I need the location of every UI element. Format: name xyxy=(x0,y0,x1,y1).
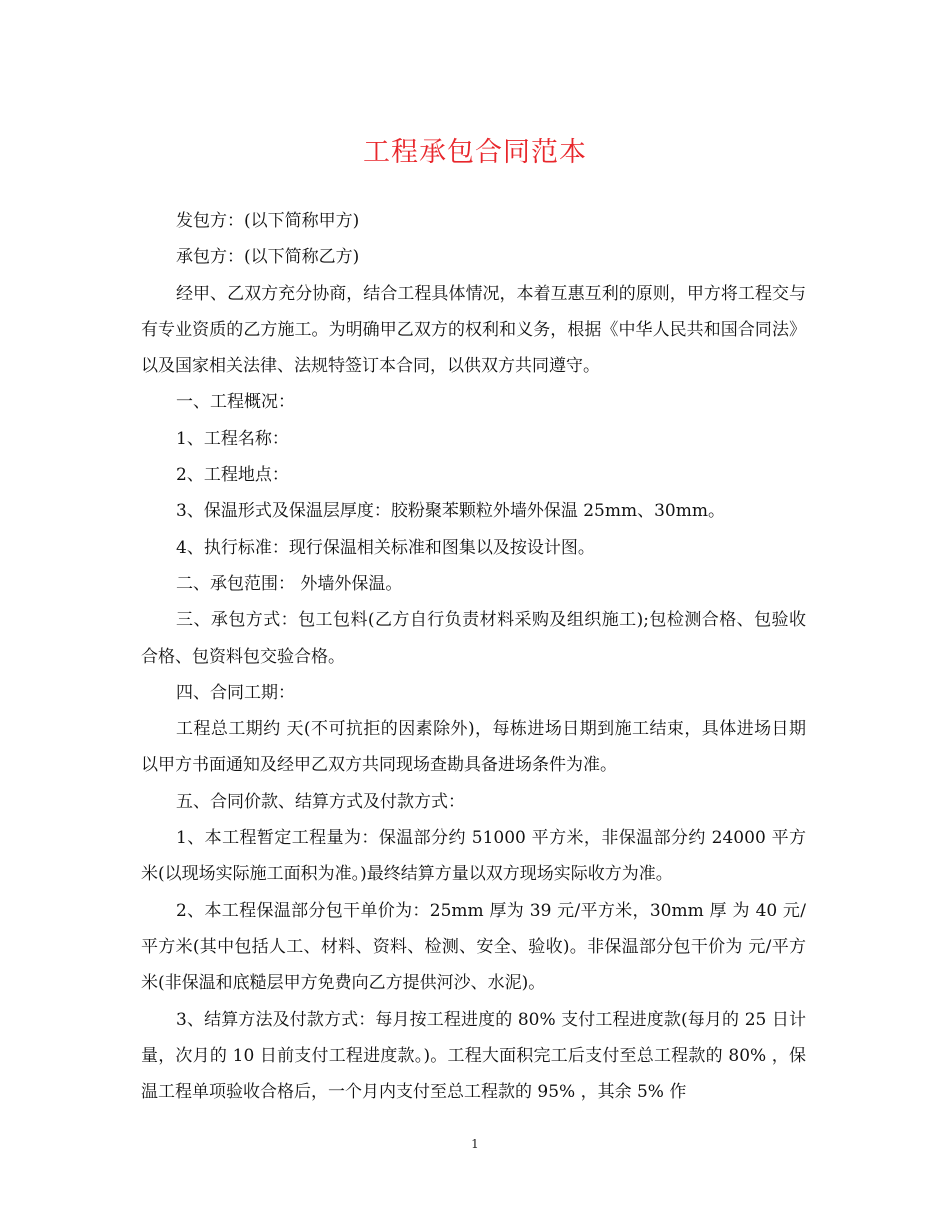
paragraph-project-name: 1、工程名称： xyxy=(176,428,289,449)
section-heading-price: 五、合同价款、结算方式及付款方式： xyxy=(176,791,465,812)
paragraph-quantity: 1、本工程暂定工程量为：保温部分约 51000 平方米，非保温部分约 24000 平方米(以现场实际施工面积为准。)最终结算方量以双方现场实际收方为准。 xyxy=(141,828,806,885)
paragraph-contractor: 承包方：(以下简称乙方) xyxy=(176,247,360,268)
section-heading-scope: 二、承包范围： 外墙外保温。 xyxy=(176,573,403,594)
paragraph-preamble: 经甲、乙双方充分协商，结合工程具体情况，本着互惠互利的原则，甲方将工程交与有专业资质的乙方施工。为明确甲乙双方的权利和义务，根据《中华人民共和国合同法》以及国家相关法律、法规特签订本合同，以供双方共同遵守。 xyxy=(141,283,806,377)
paragraph-unit-price: 2、本工程保温部分包干单价为：25mm 厚为 39 元/平方米，30mm 厚 为 40 元/平方米(其中包括人工、材料、资料、检测、安全、验收)。非保温部分包干价为 元/平方米(非保温和底糙层甲方免费向乙方提供河沙、水泥)。 xyxy=(141,900,806,994)
paragraph-project-location: 2、工程地点： xyxy=(176,465,289,486)
section-heading-overview: 一、工程概况： xyxy=(176,392,295,413)
document-body xyxy=(141,203,806,1110)
paragraph-employer: 发包方：(以下简称甲方) xyxy=(176,211,360,231)
paragraph-duration: 工程总工期约 天(不可抗拒的因素除外)，每栋进场日期到施工结束，具体进场日期以甲方书面通知及经甲乙双方共同现场查勘具备进场条件为准。 xyxy=(141,719,806,776)
document-title: 工程承包合同范本 xyxy=(363,137,587,168)
paragraph-insulation-type: 3、保温形式及保温层厚度：胶粉聚苯颗粒外墙外保温 25mm、30mm。 xyxy=(176,501,725,522)
page-number: 1 xyxy=(471,1137,479,1151)
section-heading-method: 三、承包方式：包工包料(乙方自行负责材料采购及组织施工);包检测合格、包验收合格、包资料包交验合格。 xyxy=(141,610,806,667)
paragraph-standards: 4、执行标准：现行保温相关标准和图集以及按设计图。 xyxy=(176,537,595,558)
paragraph-payment: 3、结算方法及付款方式：每月按工程进度的 80% 支付工程进度款(每月的 25 日计量，次月的 10 日前支付工程进度款。)。工程大面积完工后支付至总工程款的 80% ，保温工程单项验收合格后，一个月内支付至总工程款的 95% ，其余 5% 作 xyxy=(141,1009,806,1103)
section-heading-duration: 四、合同工期： xyxy=(176,682,295,703)
